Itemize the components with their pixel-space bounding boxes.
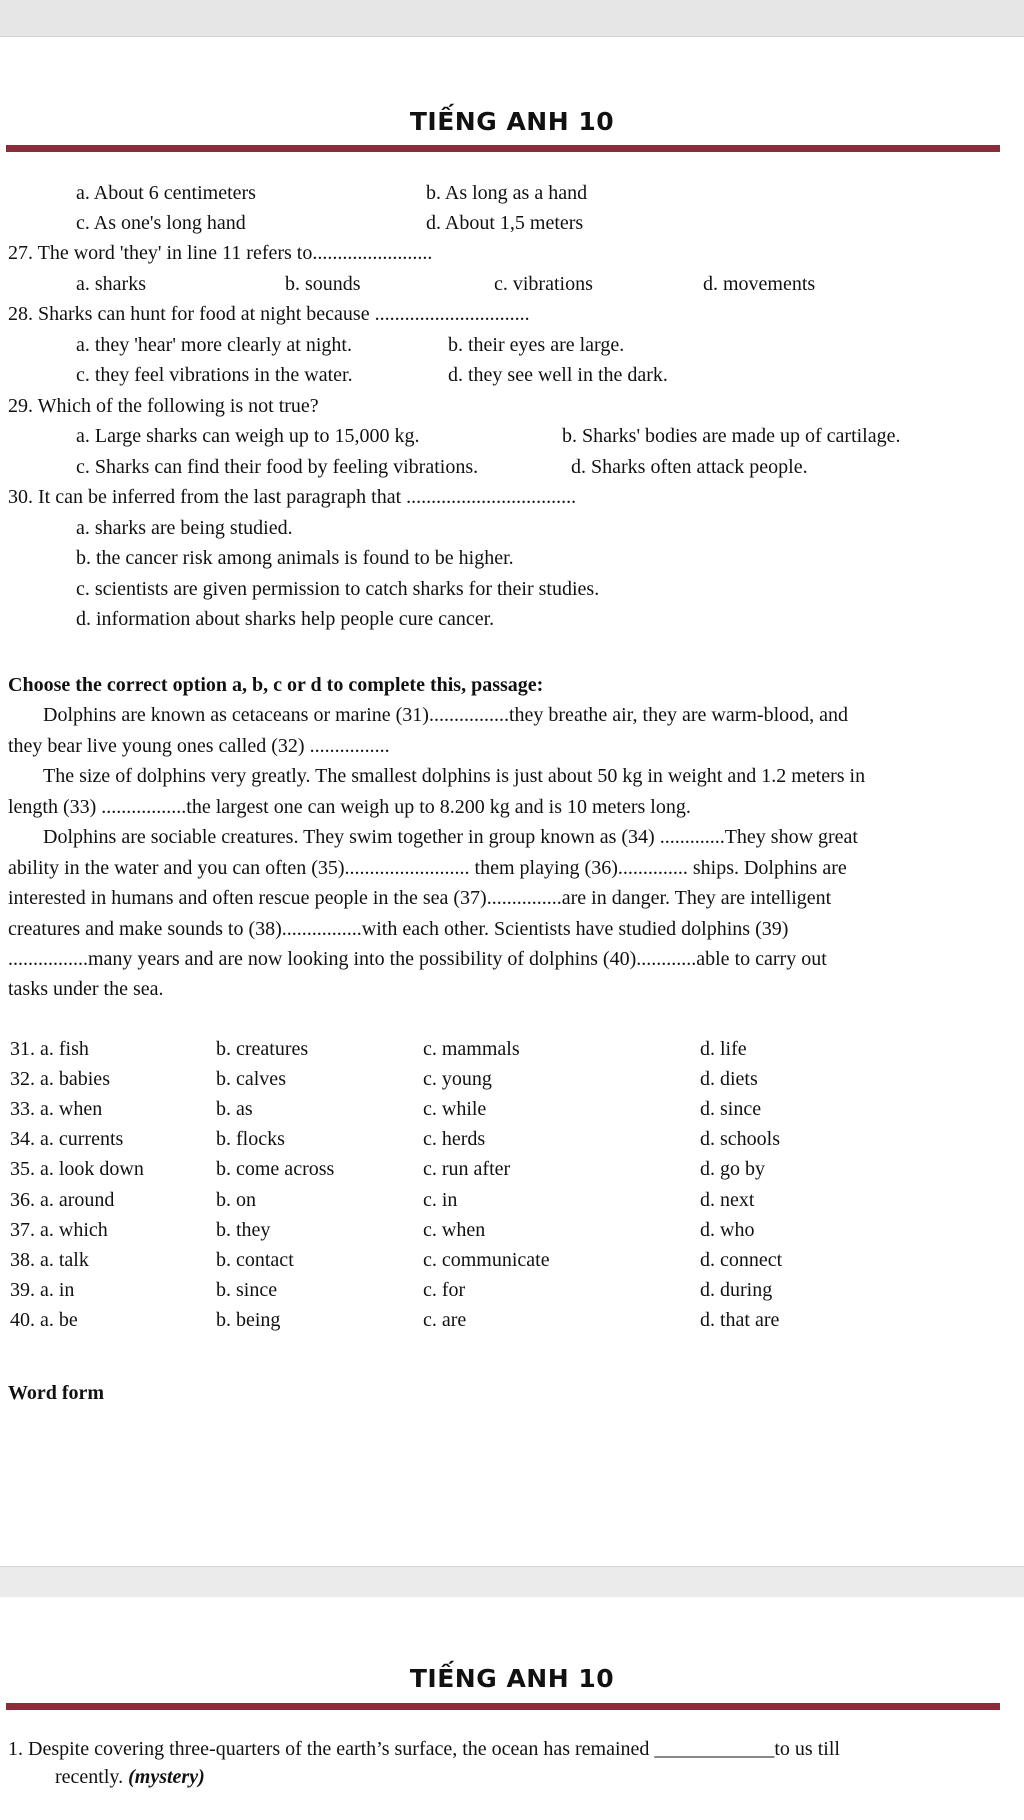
passage-instruction: Choose the correct option a, b, c or d to complete this, passage: xyxy=(8,674,544,696)
answer-34-a: 34. a. currents xyxy=(10,1128,124,1150)
answer-37-d: d. who xyxy=(700,1219,755,1241)
answer-33-c: c. while xyxy=(423,1098,487,1120)
q30-option-b: b. the cancer risk among animals is found to be higher. xyxy=(76,547,514,569)
q1-hint: (mystery) xyxy=(128,1766,205,1788)
q29-option-c: c. Sharks can find their food by feeling vibrations. xyxy=(76,456,479,478)
passage-line: ................many years and are now looking into the possibility of dolphins (40)............able to carry out xyxy=(8,948,827,970)
q27-option-b: b. sounds xyxy=(285,273,361,295)
passage-line: ability in the water and you can often (35)......................... them playing (36).............. ships. Dolphins are xyxy=(8,857,847,879)
passage-line: length (33) .................the largest one can weigh up to 8.200 kg and is 10 meters long. xyxy=(8,796,691,818)
passage-line: The size of dolphins very greatly. The smallest dolphins is just about 50 kg in weight and 1.2 meters in xyxy=(43,765,866,787)
answer-32-c: c. young xyxy=(423,1068,492,1090)
passage-line: tasks under the sea. xyxy=(8,978,164,1000)
page-gap xyxy=(0,1566,1024,1598)
answer-38-d: d. connect xyxy=(700,1249,783,1271)
q26-option-b: b. As long as a hand xyxy=(426,182,588,204)
q28-option-b: b. their eyes are large. xyxy=(448,334,625,356)
passage-line: Dolphins are sociable creatures. They swim together in group known as (34) .............They show great xyxy=(43,826,858,848)
answer-39-c: c. for xyxy=(423,1279,466,1301)
passage-line: they bear live young ones called (32) ................ xyxy=(8,735,390,757)
answer-36-d: d. next xyxy=(700,1189,755,1211)
q26-option-d: d. About 1,5 meters xyxy=(426,212,584,234)
word-form-q1-line1: 1. Despite covering three-quarters of the earth’s surface, the ocean has remained ____________to us till xyxy=(8,1738,840,1760)
answer-31-a: 31. a. fish xyxy=(10,1038,89,1060)
q29-option-a: a. Large sharks can weigh up to 15,000 kg. xyxy=(76,425,420,447)
answer-39-d: d. during xyxy=(700,1279,773,1301)
answer-38-b: b. contact xyxy=(216,1249,294,1271)
q26-option-c: c. As one's long hand xyxy=(76,212,246,234)
q28-option-d: d. they see well in the dark. xyxy=(448,364,668,386)
answer-35-b: b. come across xyxy=(216,1158,335,1180)
q27-option-d: d. movements xyxy=(703,273,816,295)
q29-stem: 29. Which of the following is not true? xyxy=(8,395,319,417)
q29-option-b: b. Sharks' bodies are made up of cartilage. xyxy=(562,425,901,447)
answer-36-c: c. in xyxy=(423,1189,458,1211)
answer-35-d: d. go by xyxy=(700,1158,765,1180)
answer-34-b: b. flocks xyxy=(216,1128,285,1150)
answer-31-c: c. mammals xyxy=(423,1038,520,1060)
answer-39-a: 39. a. in xyxy=(10,1279,75,1301)
viewer-top-bar xyxy=(0,0,1024,37)
answer-38-c: c. communicate xyxy=(423,1249,550,1271)
answer-35-a: 35. a. look down xyxy=(10,1158,144,1180)
answer-37-a: 37. a. which xyxy=(10,1219,108,1241)
word-form-heading: Word form xyxy=(8,1382,105,1404)
answer-36-a: 36. a. around xyxy=(10,1189,115,1211)
passage-line: creatures and make sounds to (38)................with each other. Scientists have studied dolphins (39) xyxy=(8,918,789,940)
header-rule xyxy=(6,145,1000,152)
document-page-2 xyxy=(0,1597,1024,1820)
answer-37-b: b. they xyxy=(216,1219,271,1241)
document-page-1 xyxy=(0,37,1024,1565)
answer-40-d: d. that are xyxy=(700,1309,780,1331)
q27-option-a: a. sharks xyxy=(76,273,146,295)
answer-32-a: 32. a. babies xyxy=(10,1068,110,1090)
answer-38-a: 38. a. talk xyxy=(10,1249,89,1271)
answer-40-b: b. being xyxy=(216,1309,281,1331)
passage-line: Dolphins are known as cetaceans or marine (31)................they breathe air, they are warm-blood, and xyxy=(43,704,849,726)
answer-39-b: b. since xyxy=(216,1279,278,1301)
q29-option-d: d. Sharks often attack people. xyxy=(571,456,808,478)
q30-option-d: d. information about sharks help people cure cancer. xyxy=(76,608,495,630)
answer-37-c: c. when xyxy=(423,1219,486,1241)
q28-option-a: a. they 'hear' more clearly at night. xyxy=(76,334,352,356)
answer-36-b: b. on xyxy=(216,1189,256,1211)
answer-31-d: d. life xyxy=(700,1038,747,1060)
answer-31-b: b. creatures xyxy=(216,1038,309,1060)
q28-stem: 28. Sharks can hunt for food at night because ............................... xyxy=(8,303,530,325)
q27-option-c: c. vibrations xyxy=(494,273,593,295)
header-rule xyxy=(6,1703,1000,1710)
passage-line: interested in humans and often rescue people in the sea (37)...............are in danger. They are intelligent xyxy=(8,887,832,909)
word-form-q1-line2 xyxy=(55,1765,205,1789)
answer-40-c: c. are xyxy=(423,1309,467,1331)
page-header-title: TIẾNG ANH 10 xyxy=(409,107,615,136)
q30-stem: 30. It can be inferred from the last paragraph that .................................. xyxy=(8,486,577,508)
answer-40-a: 40. a. be xyxy=(10,1309,78,1331)
answer-34-c: c. herds xyxy=(423,1128,486,1150)
q30-option-a: a. sharks are being studied. xyxy=(76,517,293,539)
q30-option-c: c. scientists are given permission to catch sharks for their studies. xyxy=(76,578,600,600)
answer-33-a: 33. a. when xyxy=(10,1098,103,1120)
answer-32-d: d. diets xyxy=(700,1068,758,1090)
answer-33-b: b. as xyxy=(216,1098,253,1120)
answer-33-d: d. since xyxy=(700,1098,762,1120)
q28-option-c: c. they feel vibrations in the water. xyxy=(76,364,353,386)
q27-stem: 27. The word 'they' in line 11 refers to........................ xyxy=(8,242,433,264)
q26-option-a: a. About 6 centimeters xyxy=(76,182,256,204)
answer-35-c: c. run after xyxy=(423,1158,511,1180)
answer-34-d: d. schools xyxy=(700,1128,780,1150)
q1-text: recently. xyxy=(55,1766,129,1788)
answer-32-b: b. calves xyxy=(216,1068,286,1090)
page-header-title: TIẾNG ANH 10 xyxy=(409,1664,615,1693)
